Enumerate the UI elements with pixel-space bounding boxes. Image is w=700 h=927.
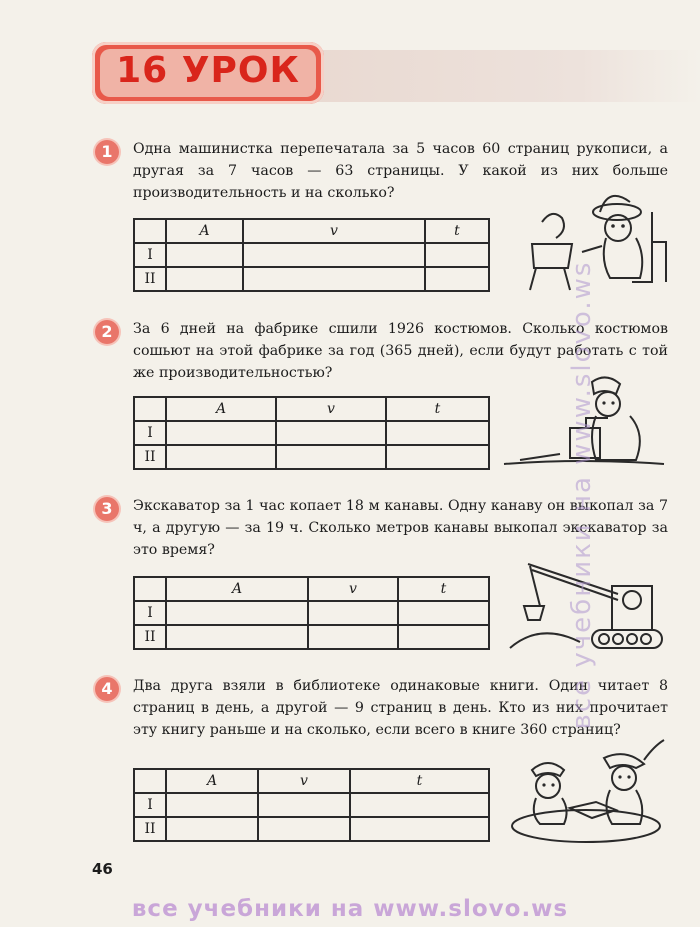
table-row [134,421,489,445]
table-cell[interactable] [166,445,276,469]
page-number: 46 [92,860,113,878]
table-cell[interactable] [308,625,398,649]
row-label: II [134,267,166,291]
table-corner-cell [134,577,166,601]
table-cell[interactable] [398,601,489,625]
column-header-v: v [308,577,398,601]
task-number-badge: 4 [95,677,119,701]
table-corner-cell [134,397,166,421]
table-row [134,445,489,469]
table-cell[interactable] [166,267,243,291]
lesson-title: 16 УРОК [116,50,300,91]
table-corner-cell [134,769,166,793]
column-header-t: t [350,769,489,793]
watermark-side: все учебники на www.slovo.ws [567,260,597,730]
table-row [134,601,489,625]
column-header-t: t [425,219,489,243]
table-cell[interactable] [258,817,350,841]
row-label: I [134,601,166,625]
table-cell[interactable] [166,243,243,267]
task-text: Экскаватор за 1 час копает 18 м канавы. Одну канаву он выкопал за 7 ч, а другую — за 19 ч. Сколько метров канавы выкопал экскаватор за это время? [133,498,668,558]
task-table [133,218,490,292]
column-header-v: v [276,397,386,421]
table-cell[interactable] [166,421,276,445]
row-label: II [134,817,166,841]
table-header-row [134,577,489,601]
row-label: I [134,793,166,817]
table-cell[interactable] [386,445,489,469]
row-label: I [134,421,166,445]
table-cell[interactable] [166,793,258,817]
table-cell[interactable] [166,601,308,625]
table-cell[interactable] [276,445,386,469]
column-header-a: A [166,577,308,601]
row-label: II [134,625,166,649]
column-header-t: t [398,577,489,601]
task-number-badge: 1 [95,140,119,164]
watermark-bottom: все учебники на www.slovo.ws [131,896,569,922]
table-cell[interactable] [386,421,489,445]
table-header-row [134,397,489,421]
table-row [134,625,489,649]
table-row [134,267,489,291]
table-header-row [134,219,489,243]
table-row [134,817,489,841]
task-table [133,768,490,842]
table-corner-cell [134,219,166,243]
row-label: II [134,445,166,469]
task-number-badge: 2 [95,320,119,344]
lesson-header [92,42,324,104]
table-cell[interactable] [350,817,489,841]
task-text: Два друга взяли в библиотеке одинаковые книги. Один читает 8 страниц в день, а другой — 9 страниц в день. Кто из них прочитает эту книгу раньше и на сколько, если всего в книге 360 страниц? [133,678,668,738]
table-cell[interactable] [308,601,398,625]
column-header-v: v [243,219,425,243]
table-cell[interactable] [425,243,489,267]
table-cell[interactable] [243,267,425,291]
table-cell[interactable] [166,625,308,649]
task-number-badge: 3 [95,497,119,521]
column-header-a: A [166,219,243,243]
table-row [134,243,489,267]
task-table [133,396,490,470]
column-header-a: A [166,397,276,421]
column-header-t: t [386,397,489,421]
row-label: I [134,243,166,267]
column-header-a: A [166,769,258,793]
table-cell[interactable] [350,793,489,817]
task-text: Одна машинистка перепечатала за 5 часов 60 страниц рукописи, а другая за 7 часов — 63 страницы. У какой из них больше производительность и на сколько? [133,141,668,201]
table-cell[interactable] [166,817,258,841]
table-header-row [134,769,489,793]
table-cell[interactable] [243,243,425,267]
table-cell[interactable] [276,421,386,445]
table-row [134,793,489,817]
table-cell[interactable] [398,625,489,649]
table-cell[interactable] [425,267,489,291]
task-text: За 6 дней на фабрике сшили 1926 костюмов. Сколько костюмов сошьют на этой фабрике за год (365 дней), если будут работать с той же производительностью? [133,321,668,381]
header-strip [300,50,700,102]
task-table [133,576,490,650]
column-header-v: v [258,769,350,793]
table-cell[interactable] [258,793,350,817]
